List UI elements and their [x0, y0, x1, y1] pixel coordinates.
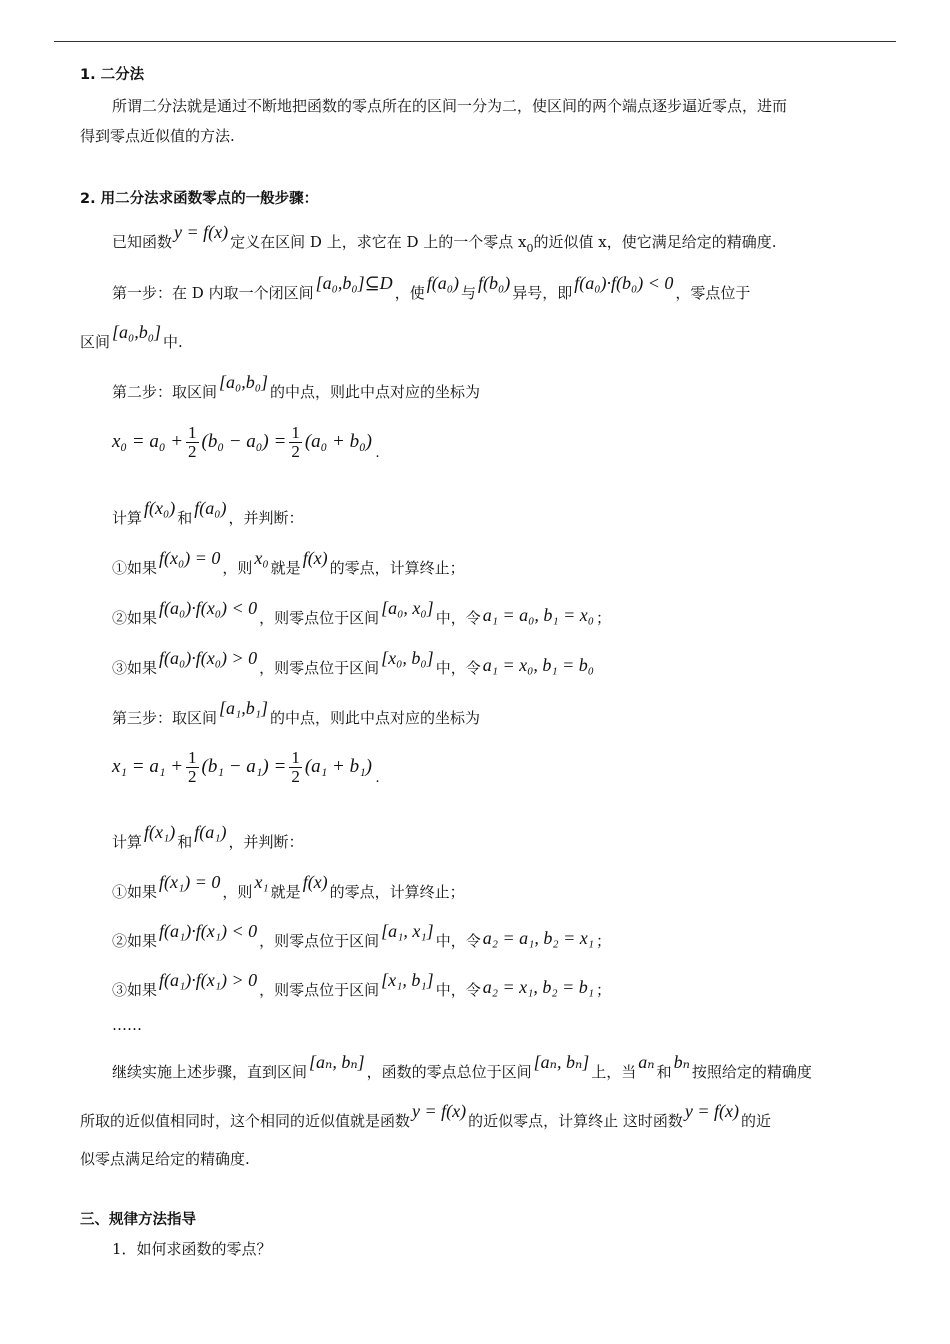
section-heading-steps: 2. 用二分法求函数零点的一般步骤：: [80, 191, 319, 207]
step3-line: 第三步：取区间 [a₁,b₁] 的中点，则此中点对应的坐标为: [112, 698, 481, 727]
midpoint-formula-2: x₁ = a₁ + $\frac{1}{2}$ (b₁ − a₁) = $\frac{1}{2}$ $(a_1 + b_1)_.$: [112, 748, 380, 786]
question-1: 1．如何求函数的零点？: [112, 1240, 272, 1258]
case1a-line: ①如果 f(x₀) = 0 ，则 x₀ 就是 f(x) 的零点，计算终止；: [112, 548, 465, 577]
section-heading-bisection: 1. 二分法: [80, 67, 145, 83]
case2a-line: ①如果 f(x₁) = 0 ，则 x₁ 就是 f(x) 的零点，计算终止；: [112, 872, 465, 901]
calc2-line: 计算 f(x₁) 和 f(a₁) ，并判断：: [112, 822, 304, 851]
section-heading-methods: 三、规律方法指导: [80, 1212, 196, 1228]
case2b-line: ②如果 f(a₁)·f(x₁) < 0 ，则零点位于区间 [a₁, x₁] 中，令 a₂ = a₁, b₂ = x₁ ；: [112, 921, 612, 950]
case2c-line: ③如果 f(a₁)·f(x₁) > 0 ，则零点位于区间 [x₁, b₁] 中，令 a₂ = x₁, b₂ = b₁ ；: [112, 970, 612, 999]
continue-line-2: 所取的近似值相同时，这个相同的近似值就是函数 y = f(x) 的近似零点，计算终止 这时函数 y = f(x) 的近: [80, 1101, 772, 1130]
step2-line: 第二步：取区间 [a₀,b₀] 的中点，则此中点对应的坐标为: [112, 372, 481, 401]
ellipsis: ……: [112, 1016, 142, 1034]
continue-line-1: 继续实施上述步骤，直到区间 [aₙ, bₙ] ，函数的零点总位于区间 [aₙ, bₙ] 上，当 aₙ 和 bₙ 按照给定的精确度: [112, 1052, 812, 1081]
midpoint-formula-1: x₀ = a₀ + $\frac{1}{2}$ (b₀ − a₀) = $\frac{1}{2}$ $(a_0 + b_0)_.$: [112, 423, 380, 461]
paragraph-line: 得到零点近似值的方法.: [80, 127, 235, 145]
continue-line-3: 似零点满足给定的精确度.: [80, 1150, 250, 1168]
case1c-line: ③如果 f(a₀)·f(x₀) > 0 ，则零点位于区间 [x₀, b₀] 中，令 a₁ = x₀, b₁ = b₀: [112, 648, 595, 677]
step1-line: 第一步：在 D 内取一个闭区间 [a₀,b₀]⊆D ，使 f(a₀) 与 f(b₀) 异号，即 f(a₀)·f(b₀) < 0 ，零点位于: [112, 273, 751, 302]
known-line: 已知函数 y = f(x) 定义在区间 D 上，求它在 D 上的一个零点 $x_0$的近似值 x，使它满足给定的精确度.: [112, 222, 777, 255]
case1b-line: ②如果 f(a₀)·f(x₀) < 0 ，则零点位于区间 [a₀, x₀] 中，令 a₁ = a₀, b₁ = x₀ ；: [112, 598, 612, 627]
top-rule: [54, 41, 896, 42]
calc1-line: 计算 f(x₀) 和 f(a₀) ，并判断：: [112, 498, 304, 527]
paragraph-line: 所谓二分法就是通过不断地把函数的零点所在的区间一分为二，使区间的两个端点逐步逼近零点，进而: [112, 97, 788, 115]
step1-continuation: 区间 [a₀,b₀] 中.: [80, 322, 183, 351]
